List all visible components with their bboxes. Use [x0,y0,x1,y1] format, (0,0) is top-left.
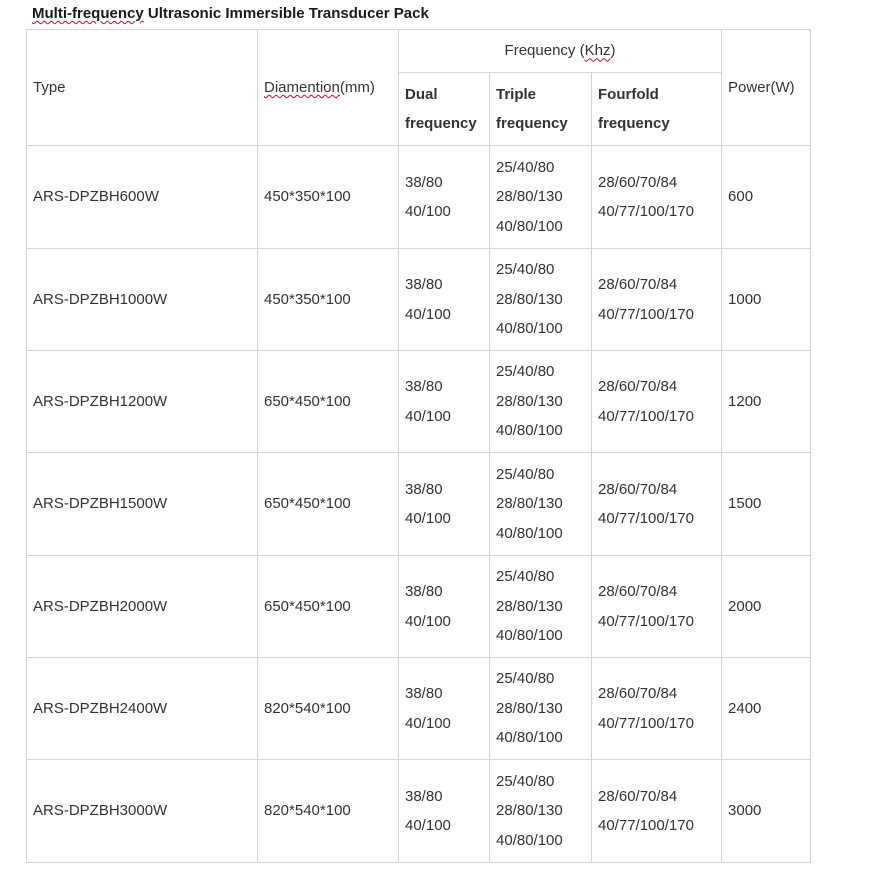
type-cell: ARS-DPZBH3000W [27,760,258,863]
dimension-cell: 450*350*100 [258,146,399,249]
type-cell: ARS-DPZBH1500W [27,453,258,556]
fourfold-value: 28/60/70/84 [598,276,678,293]
table-row [27,249,811,351]
triple-header-line-1: Triple [496,85,537,103]
triple-header-line-2: frequency [496,115,568,132]
triple-value: 25/40/80 [496,465,555,483]
dual-frequency-cell [399,351,490,453]
triple-value: 28/80/130 [496,699,563,717]
power-cell: 2000 [722,556,811,658]
fourfold-header-line-1: Fourfold [598,85,659,103]
dual-value: 38/80 [405,787,443,805]
dual-frequency-cell [399,658,490,760]
fourfold-frequency-cell [592,556,722,658]
dimension-cell: 650*450*100 [258,556,399,658]
fourfold-value: 40/77/100/170 [598,407,694,425]
triple-value: 40/80/100 [496,217,563,235]
triple-value: 25/40/80 [496,772,555,790]
type-cell: ARS-DPZBH600W [27,146,258,249]
dual-value: 38/80 [405,583,443,600]
power-cell: 600 [722,146,811,249]
header-row-1 [27,30,811,73]
fourfold-frequency-cell [592,760,722,863]
dual-value: 40/100 [405,203,451,220]
title-part-2: Ultrasonic Immersible Transducer Pack [143,5,429,22]
triple-frequency-cell [490,453,592,556]
dual-value: 40/100 [405,305,451,323]
dimension-cell: 650*450*100 [258,351,399,453]
type-cell: ARS-DPZBH2400W [27,658,258,760]
triple-value: 25/40/80 [496,261,555,279]
dual-frequency-cell [399,146,490,249]
triple-value: 40/80/100 [496,729,563,747]
dimension-cell: 820*540*100 [258,760,399,863]
title-part-1: Multi-frequency [32,5,144,22]
triple-value: 40/80/100 [496,320,563,338]
dual-value: 40/100 [405,510,451,527]
triple-frequency-cell [490,760,592,863]
triple-value: 28/80/130 [496,495,563,513]
diamention-header [258,30,399,146]
triple-value: 40/80/100 [496,422,563,440]
fourfold-value: 28/60/70/84 [598,685,678,702]
triple-value: 40/80/100 [496,831,563,849]
fourfold-value: 40/77/100/170 [598,714,694,732]
triple-value: 40/80/100 [496,524,563,542]
table-row [27,658,811,760]
triple-value: 25/40/80 [496,670,555,688]
fourfold-value: 28/60/70/84 [598,480,678,498]
fourfold-frequency-header [592,73,722,146]
table-row [27,556,811,658]
fourfold-value: 40/77/100/170 [598,510,694,527]
frequency-label: Frequency ( [504,42,585,60]
type-header: Type [27,30,258,146]
power-header: Power(W) [722,30,811,146]
triple-value: 25/40/80 [496,158,555,176]
fourfold-value: 40/77/100/170 [598,612,694,630]
triple-value: 28/80/130 [496,188,563,206]
triple-frequency-cell [490,249,592,351]
dual-value: 38/80 [405,480,443,498]
table-row [27,351,811,453]
frequency-close: ) [610,42,616,60]
dual-value: 38/80 [405,685,443,702]
triple-value: 28/80/130 [496,290,563,308]
fourfold-value: 28/60/70/84 [598,787,678,805]
fourfold-frequency-cell [592,351,722,453]
triple-value: 40/80/100 [496,627,563,645]
fourfold-frequency-cell [592,658,722,760]
dual-frequency-header [399,73,490,146]
diamention-unit: (mm) [339,78,375,96]
frequency-unit: Khz [584,42,611,60]
fourfold-value: 28/60/70/84 [598,583,678,600]
triple-frequency-cell [490,351,592,453]
triple-value: 28/80/130 [496,597,563,615]
triple-value: 28/80/130 [496,802,563,820]
fourfold-frequency-cell [592,453,722,556]
dual-frequency-cell [399,760,490,863]
fourfold-value: 40/77/100/170 [598,305,694,323]
dual-value: 40/100 [405,714,451,732]
fourfold-value: 28/60/70/84 [598,378,678,395]
power-cell: 1200 [722,351,811,453]
power-cell: 1000 [722,249,811,351]
power-cell: 1500 [722,453,811,556]
fourfold-header-line-2: frequency [598,115,670,132]
dual-value: 38/80 [405,378,443,395]
type-cell: ARS-DPZBH1000W [27,249,258,351]
fourfold-value: 40/77/100/170 [598,203,694,220]
table-row [27,453,811,556]
dual-header-line-1: Dual [405,85,438,103]
dual-value: 40/100 [405,817,451,834]
triple-value: 25/40/80 [496,363,555,381]
triple-frequency-header [490,73,592,146]
dual-header-line-2: frequency [405,115,477,132]
diamention-word: Diamention [264,78,340,96]
triple-frequency-cell [490,556,592,658]
power-cell: 2400 [722,658,811,760]
frequency-header [399,30,722,73]
dual-value: 40/100 [405,612,451,630]
page-title [32,5,429,22]
fourfold-frequency-cell [592,249,722,351]
power-cell: 3000 [722,760,811,863]
dual-value: 38/80 [405,173,443,191]
triple-frequency-cell [490,146,592,249]
table-row [27,146,811,249]
dual-value: 40/100 [405,407,451,425]
triple-frequency-cell [490,658,592,760]
dual-frequency-cell [399,249,490,351]
dual-value: 38/80 [405,276,443,293]
dual-frequency-cell [399,556,490,658]
triple-value: 28/80/130 [496,392,563,410]
type-cell: ARS-DPZBH2000W [27,556,258,658]
fourfold-frequency-cell [592,146,722,249]
dual-frequency-cell [399,453,490,556]
dimension-cell: 650*450*100 [258,453,399,556]
table-row [27,760,811,863]
transducer-spec-table [26,29,811,863]
triple-value: 25/40/80 [496,568,555,586]
dimension-cell: 450*350*100 [258,249,399,351]
fourfold-value: 40/77/100/170 [598,817,694,834]
fourfold-value: 28/60/70/84 [598,173,678,191]
dimension-cell: 820*540*100 [258,658,399,760]
type-cell: ARS-DPZBH1200W [27,351,258,453]
